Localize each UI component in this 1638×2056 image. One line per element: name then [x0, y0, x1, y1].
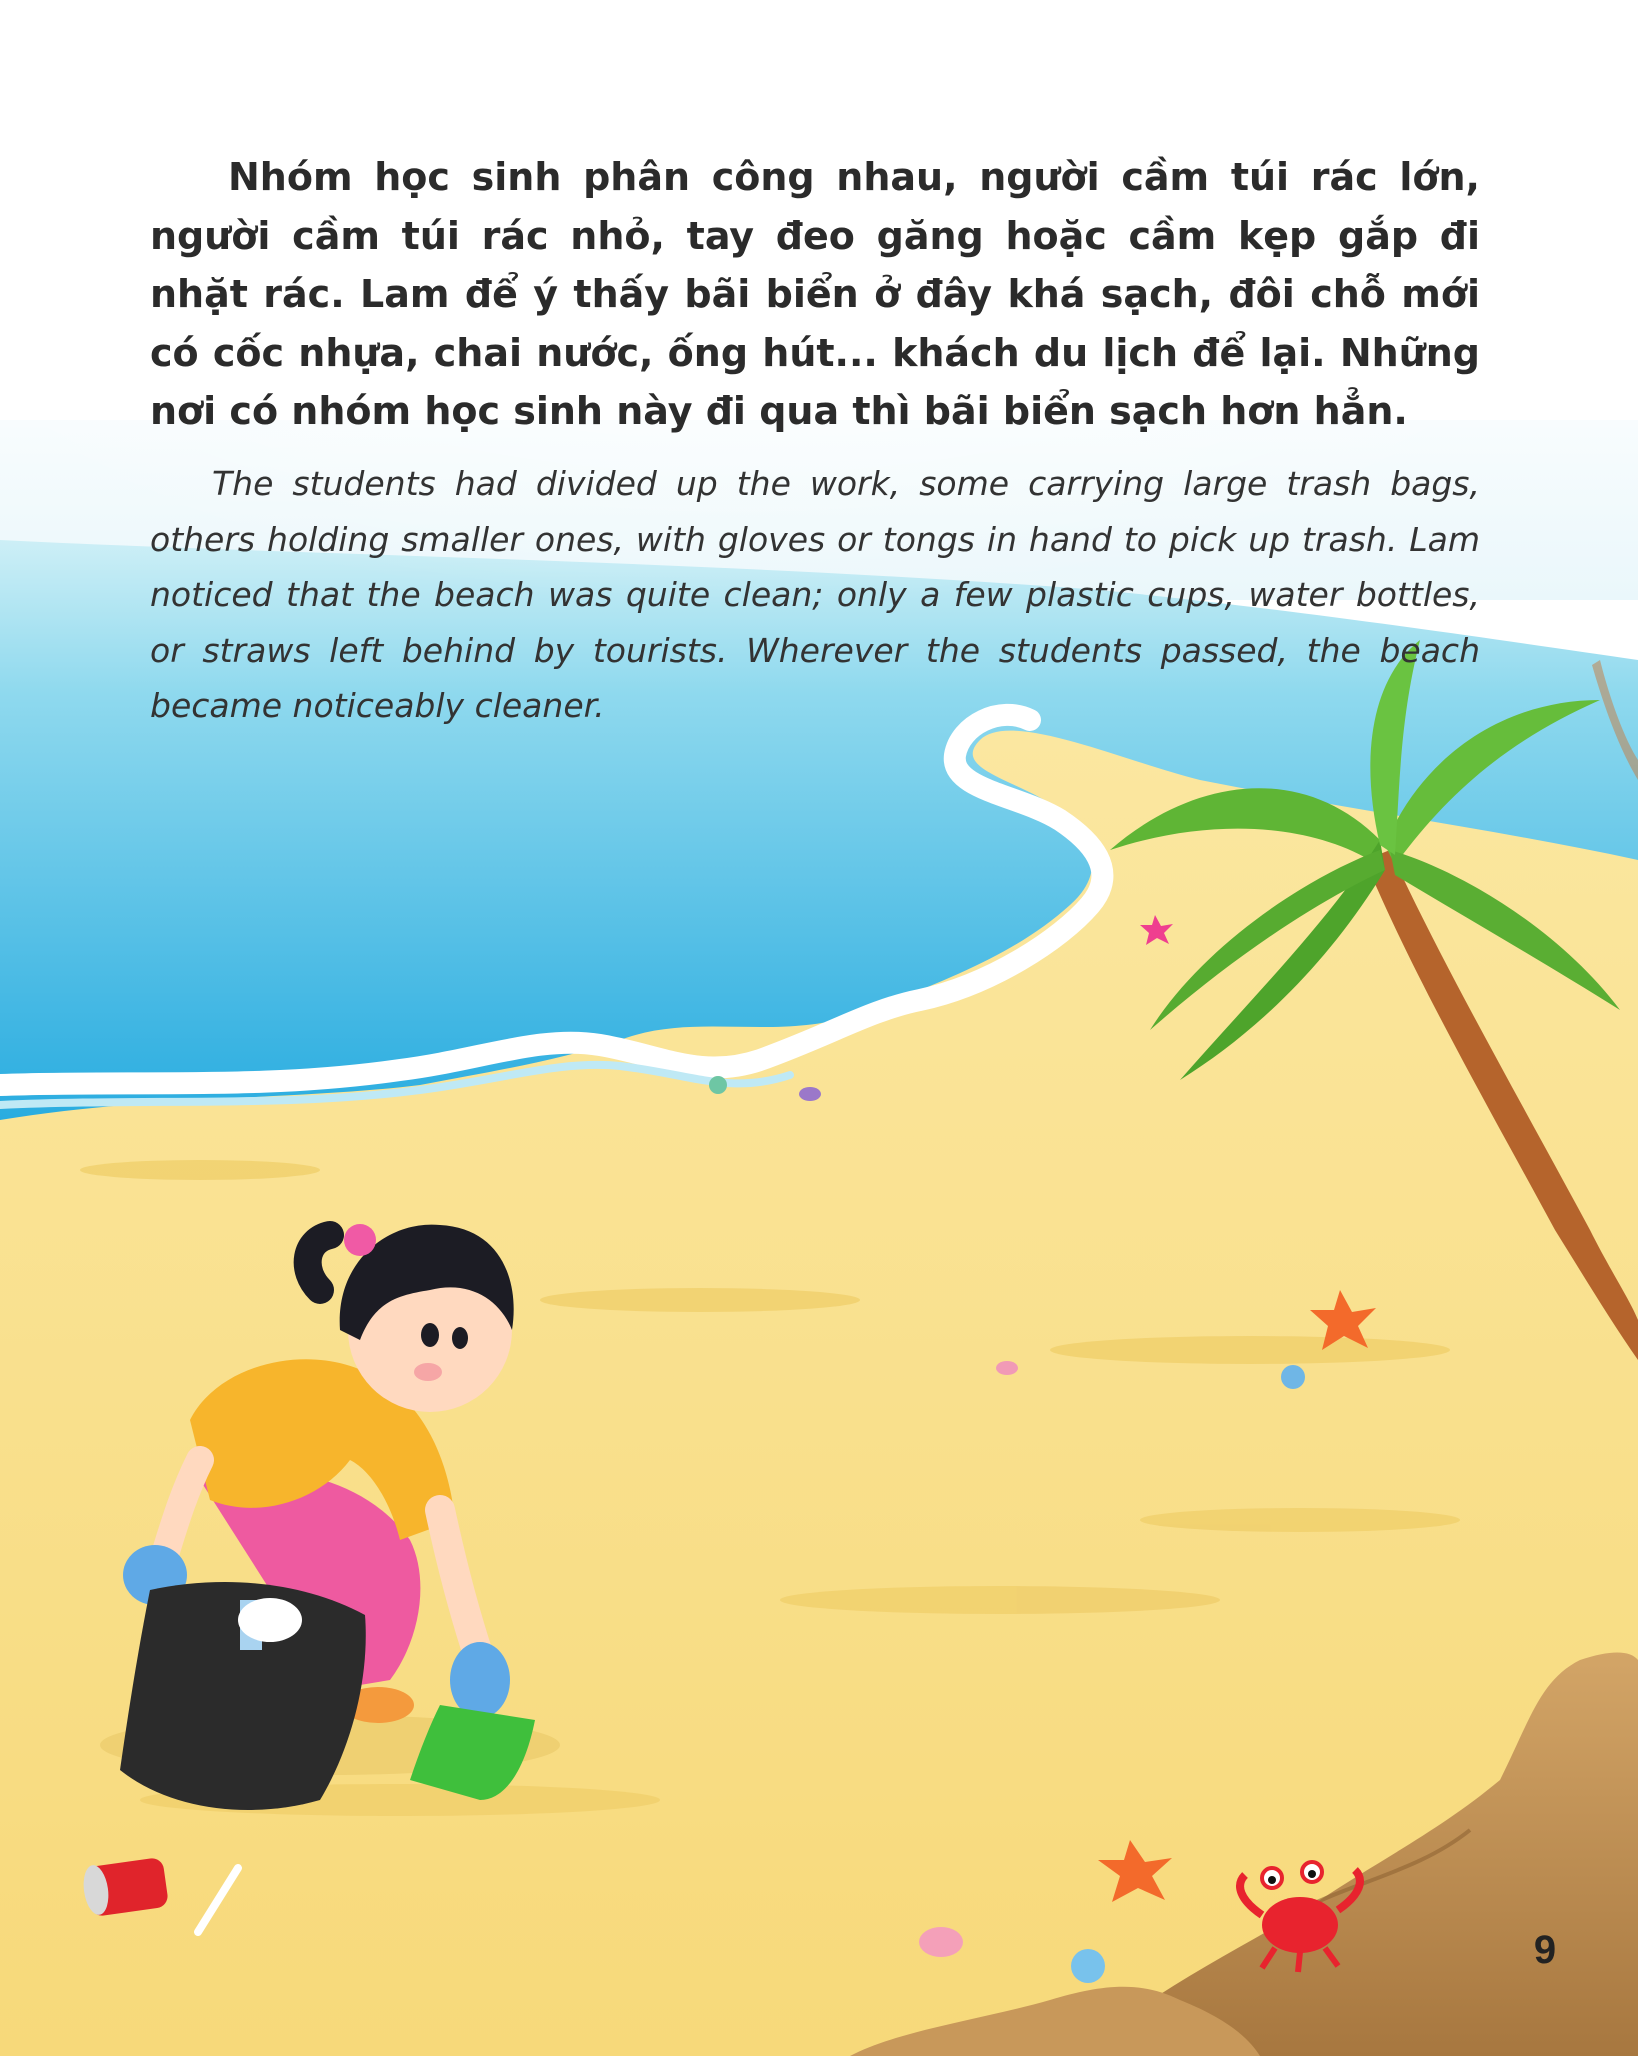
story-paragraph-english: The students had divided up the work, some carrying large trash bags, others holding smaller ones, with gloves or tongs in hand to pick up trash. Lam noticed that the beach was quite clean; only a few plastic cups, water bottles, or straws left behind by tourists. Wherever the students passed, the beach became noticeably cleaner. [150, 464, 1480, 725]
trash-can [81, 1857, 169, 1917]
story-paragraph-vietnamese: Nhóm học sinh phân công nhau, người cầm túi rác lớn, người cầm túi rác nhỏ, tay đeo găng hoặc cầm kẹp gắp đi nhặt rác. Lam để ý thấy bãi biển ở đây khá sạch, đôi chỗ mới có cốc nhựa, chai nước, ống hút... khách du lịch để lại. Những nơi có nhóm học sinh này đi qua thì bãi biển sạch hơn hẳn. [150, 155, 1480, 433]
page-number: 9 [1533, 1928, 1557, 1972]
